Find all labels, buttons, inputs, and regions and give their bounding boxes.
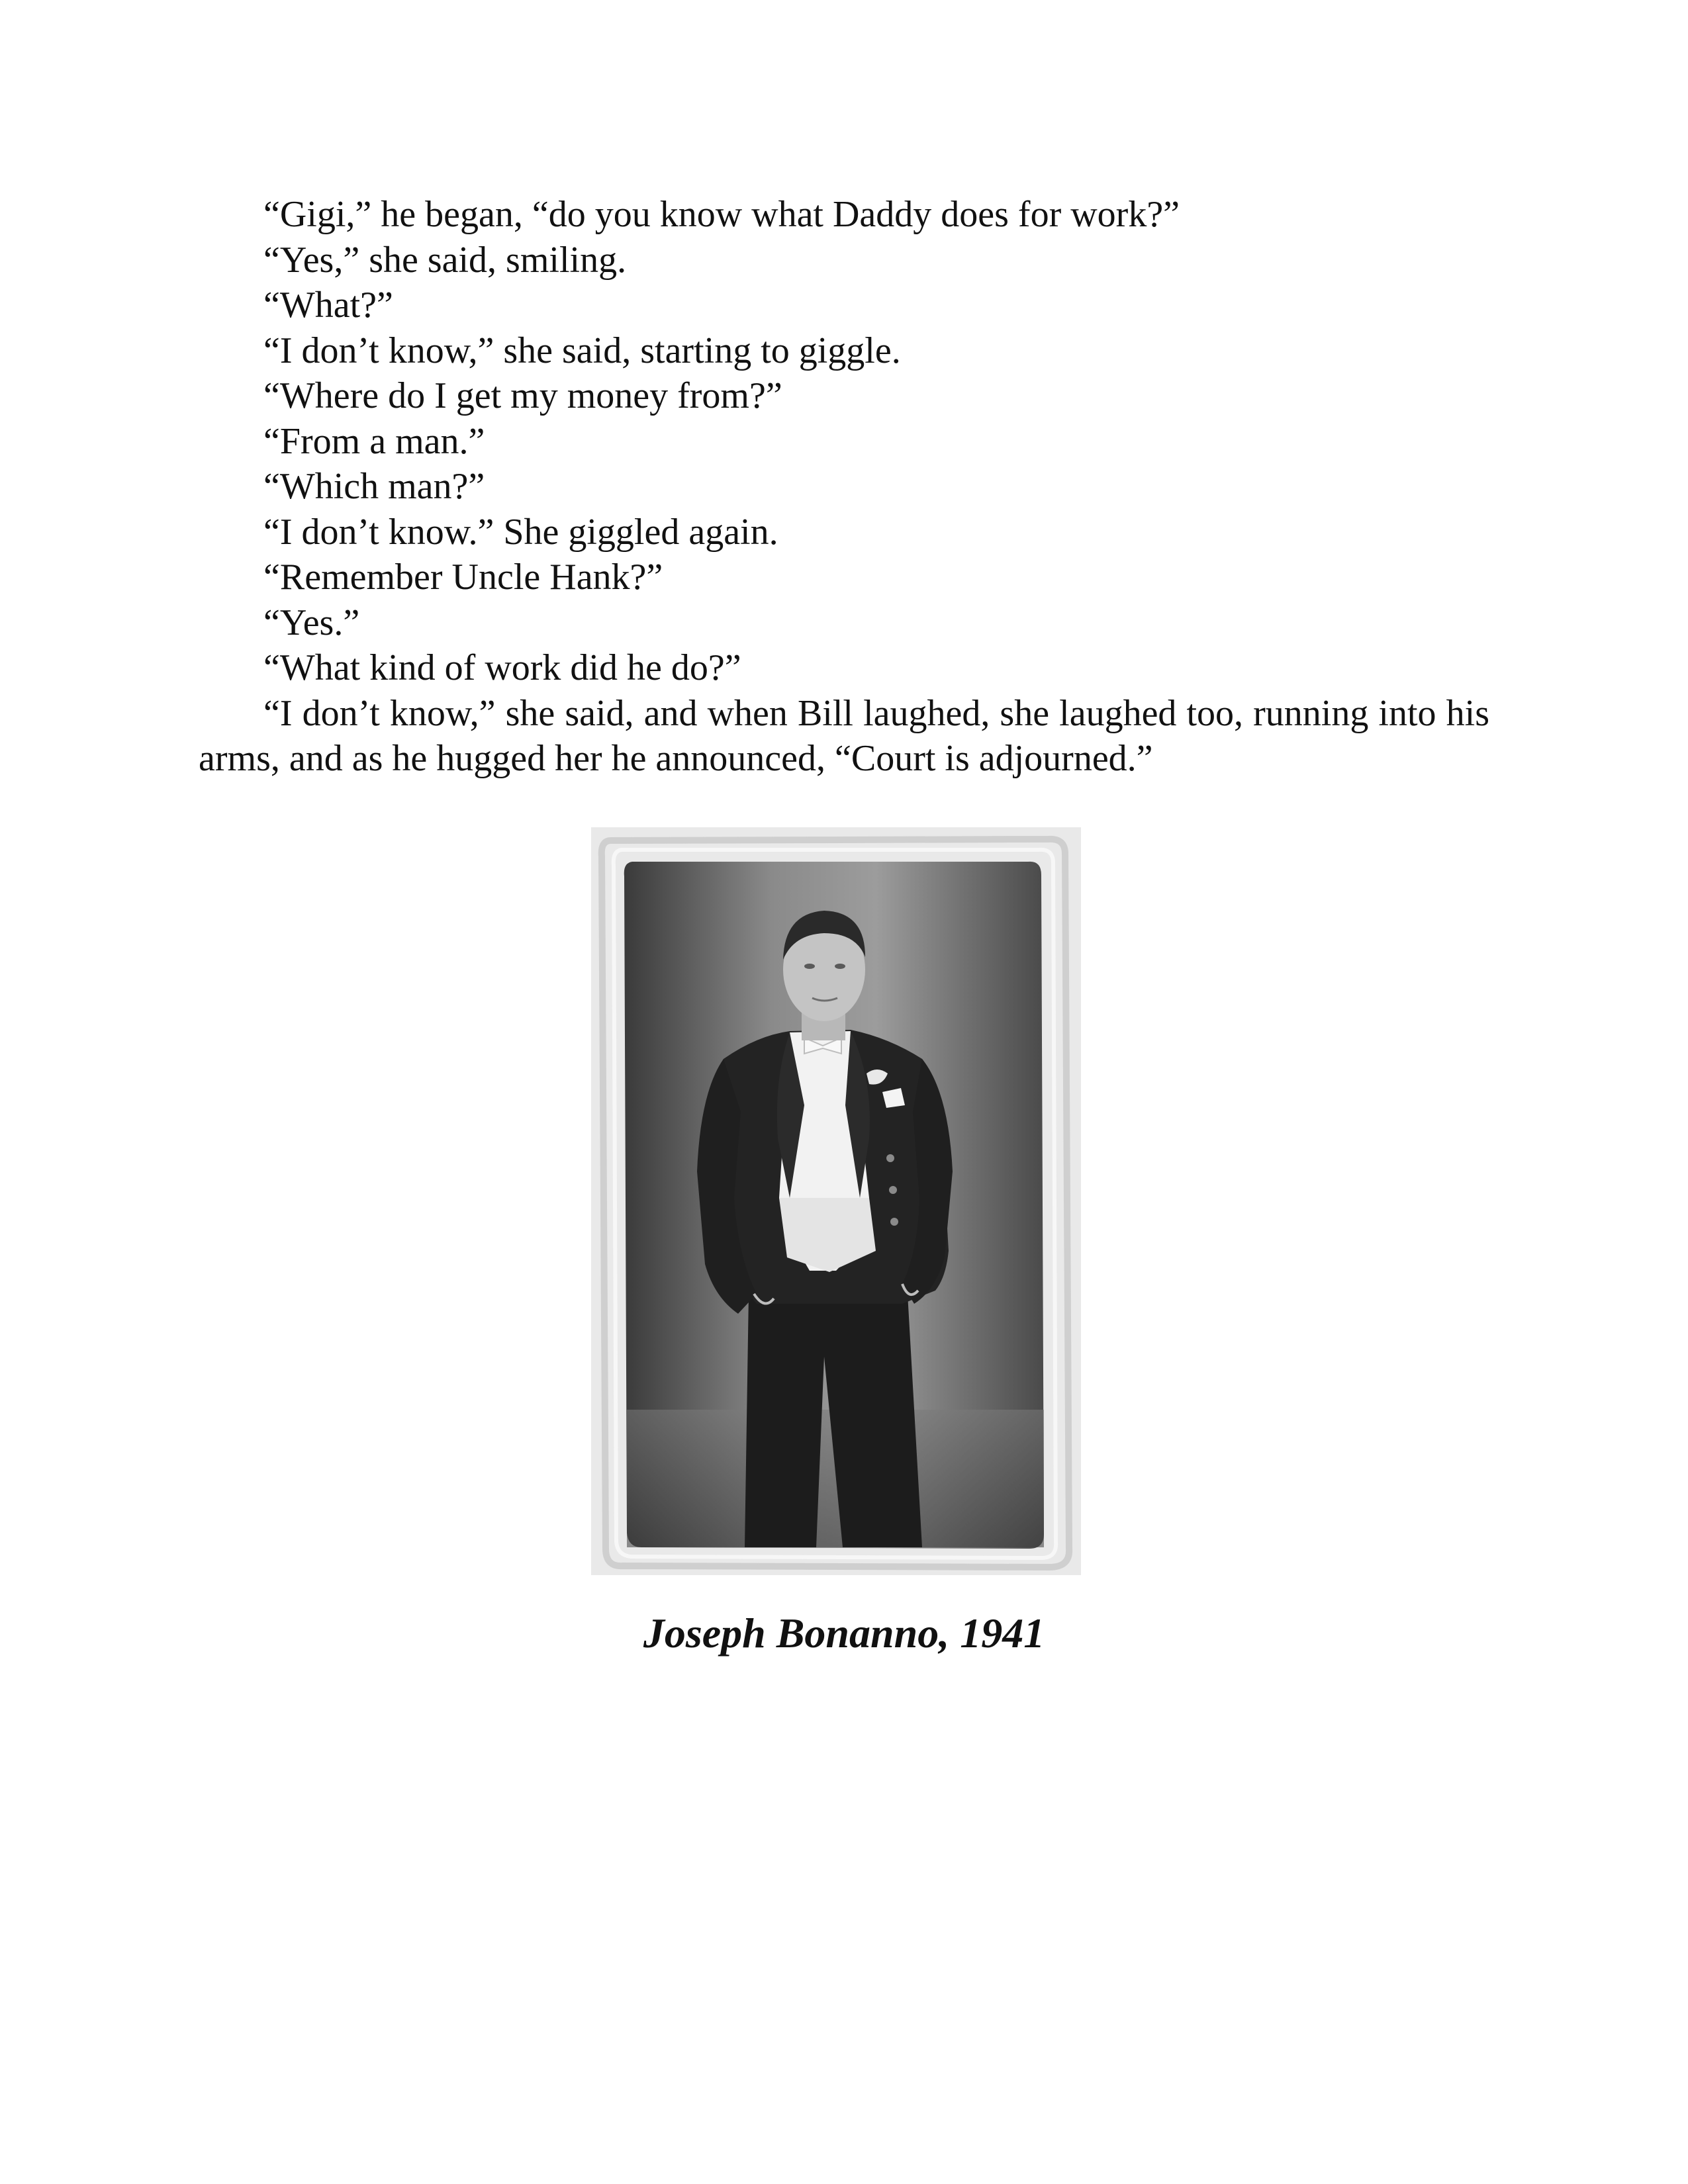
paragraph: “Yes,” she said, smiling. [263,239,627,281]
paragraph: “Yes.” [263,602,360,643]
paragraph: “What?” [263,285,393,326]
paragraph: “Where do I get my money from?” [263,375,782,416]
paragraph: “Remember Uncle Hank?” [263,557,663,598]
paragraph: “From a man.” [263,420,485,462]
portrait-photo [591,827,1081,1575]
paragraph: “Which man?” [263,466,485,507]
paragraph: “I don’t know,” she said, and when Bill laughed, she laughed too, running into his arms, and as he hugged her he announced, “Court is adjourned.” [199,692,1489,779]
body-text [199,192,1489,782]
paragraph: “I don’t know,” she said, starting to giggle. [263,330,901,371]
portrait-illustration [591,827,1081,1575]
paragraph: “I don’t know.” She giggled again. [263,511,778,553]
paragraph: “Gigi,” he began, “do you know what Daddy does for work?” [263,194,1180,235]
figure-caption: Joseph Bonanno, 1941 [643,1610,1045,1657]
paragraph: “What kind of work did he do?” [263,647,741,688]
